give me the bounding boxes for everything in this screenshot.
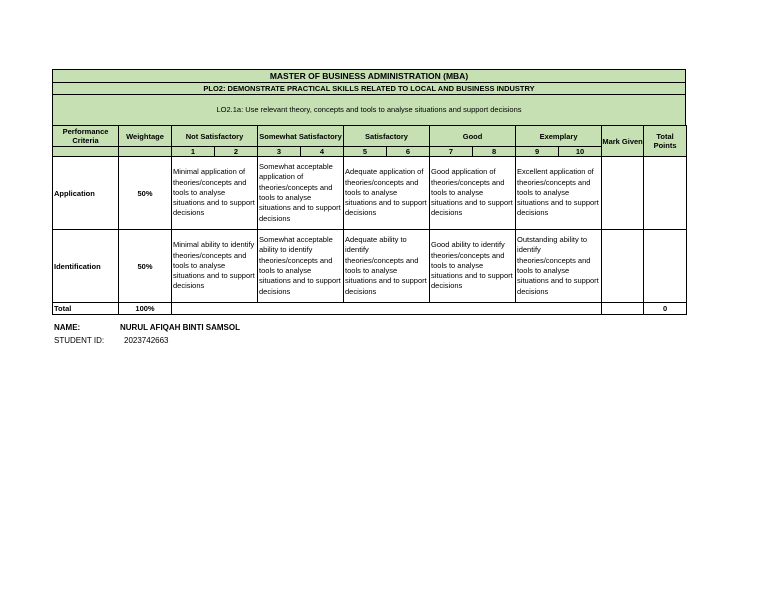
score-cell: 4: [301, 147, 344, 157]
descriptor-cell: Minimal application of theories/concepts and tools to analyse situations and to support decisions: [172, 157, 258, 230]
student-info: [54, 323, 240, 349]
header-row: [53, 126, 687, 147]
table-row: [53, 230, 687, 303]
score-cell: 1: [172, 147, 215, 157]
score-cell: 9: [516, 147, 559, 157]
total-points-cell[interactable]: [644, 157, 687, 230]
header-mark-given: Mark Given: [602, 126, 644, 157]
score-cell: 10: [559, 147, 602, 157]
student-name: NURUL AFIQAH BINTI SAMSOL: [120, 323, 240, 332]
header-not-satisfactory: Not Satisfactory: [172, 126, 258, 147]
total-mark-given[interactable]: [602, 303, 644, 315]
table-row: [53, 157, 687, 230]
rubric-table: [52, 125, 687, 315]
header-weightage: Weightage: [119, 126, 172, 147]
score-cell: 6: [387, 147, 430, 157]
descriptor-cell: Somewhat acceptable application of theories/concepts and tools to analyse situations and to support decisions: [258, 157, 344, 230]
weightage-cell: 50%: [119, 230, 172, 303]
total-weightage: 100%: [119, 303, 172, 315]
mark-given-cell[interactable]: [602, 230, 644, 303]
descriptor-cell: Good application of theories/concepts and tools to analyse situations and to support decisions: [430, 157, 516, 230]
score-cell: 3: [258, 147, 301, 157]
total-spacer: [172, 303, 602, 315]
score-spacer: [53, 147, 119, 157]
score-row: [53, 147, 687, 157]
descriptor-cell: Somewhat acceptable ability to identify theories/concepts and tools to analyse situations and to support decisions: [258, 230, 344, 303]
score-cell: 7: [430, 147, 473, 157]
rubric-sheet: [52, 69, 686, 315]
descriptor-cell: Outstanding ability to identify theories/concepts and tools to analyse situations and to support decisions: [516, 230, 602, 303]
programme-title: MASTER OF BUSINESS ADMINISTRATION (MBA): [52, 69, 686, 82]
student-id-label: STUDENT ID:: [54, 336, 105, 345]
descriptor-cell: Adequate application of theories/concepts and tools to analyse situations and to support decisions: [344, 157, 430, 230]
lo-statement: LO2.1a: Use relevant theory, concepts and tools to analyse situations and support decisions: [52, 94, 686, 125]
total-points-cell[interactable]: [644, 230, 687, 303]
criteria-cell: Application: [53, 157, 119, 230]
header-somewhat-satisfactory: Somewhat Satisfactory: [258, 126, 344, 147]
total-row: [53, 303, 687, 315]
descriptor-cell: Minimal ability to identify theories/concepts and tools to analyse situations and to support decisions: [172, 230, 258, 303]
header-good: Good: [430, 126, 516, 147]
score-cell: 5: [344, 147, 387, 157]
header-satisfactory: Satisfactory: [344, 126, 430, 147]
name-label: NAME:: [54, 323, 81, 332]
total-points-value[interactable]: 0: [644, 303, 687, 315]
header-criteria: Performance Criteria: [53, 126, 119, 147]
header-total-points: Total Points: [644, 126, 687, 157]
score-cell: 8: [473, 147, 516, 157]
descriptor-cell: Adequate ability to identify theories/concepts and tools to analyse situations and to support decisions: [344, 230, 430, 303]
mark-given-cell[interactable]: [602, 157, 644, 230]
score-spacer: [119, 147, 172, 157]
student-id: 2023742663: [124, 336, 169, 345]
criteria-cell: Identification: [53, 230, 119, 303]
header-exemplary: Exemplary: [516, 126, 602, 147]
weightage-cell: 50%: [119, 157, 172, 230]
score-cell: 2: [215, 147, 258, 157]
descriptor-cell: Excellent application of theories/concepts and tools to analyse situations and to support decisions: [516, 157, 602, 230]
total-label: Total: [53, 303, 119, 315]
plo-statement: PLO2: DEMONSTRATE PRACTICAL SKILLS RELATED TO LOCAL AND BUSINESS INDUSTRY: [52, 82, 686, 94]
descriptor-cell: Good ability to identify theories/concepts and tools to analyse situations and to support decisions: [430, 230, 516, 303]
